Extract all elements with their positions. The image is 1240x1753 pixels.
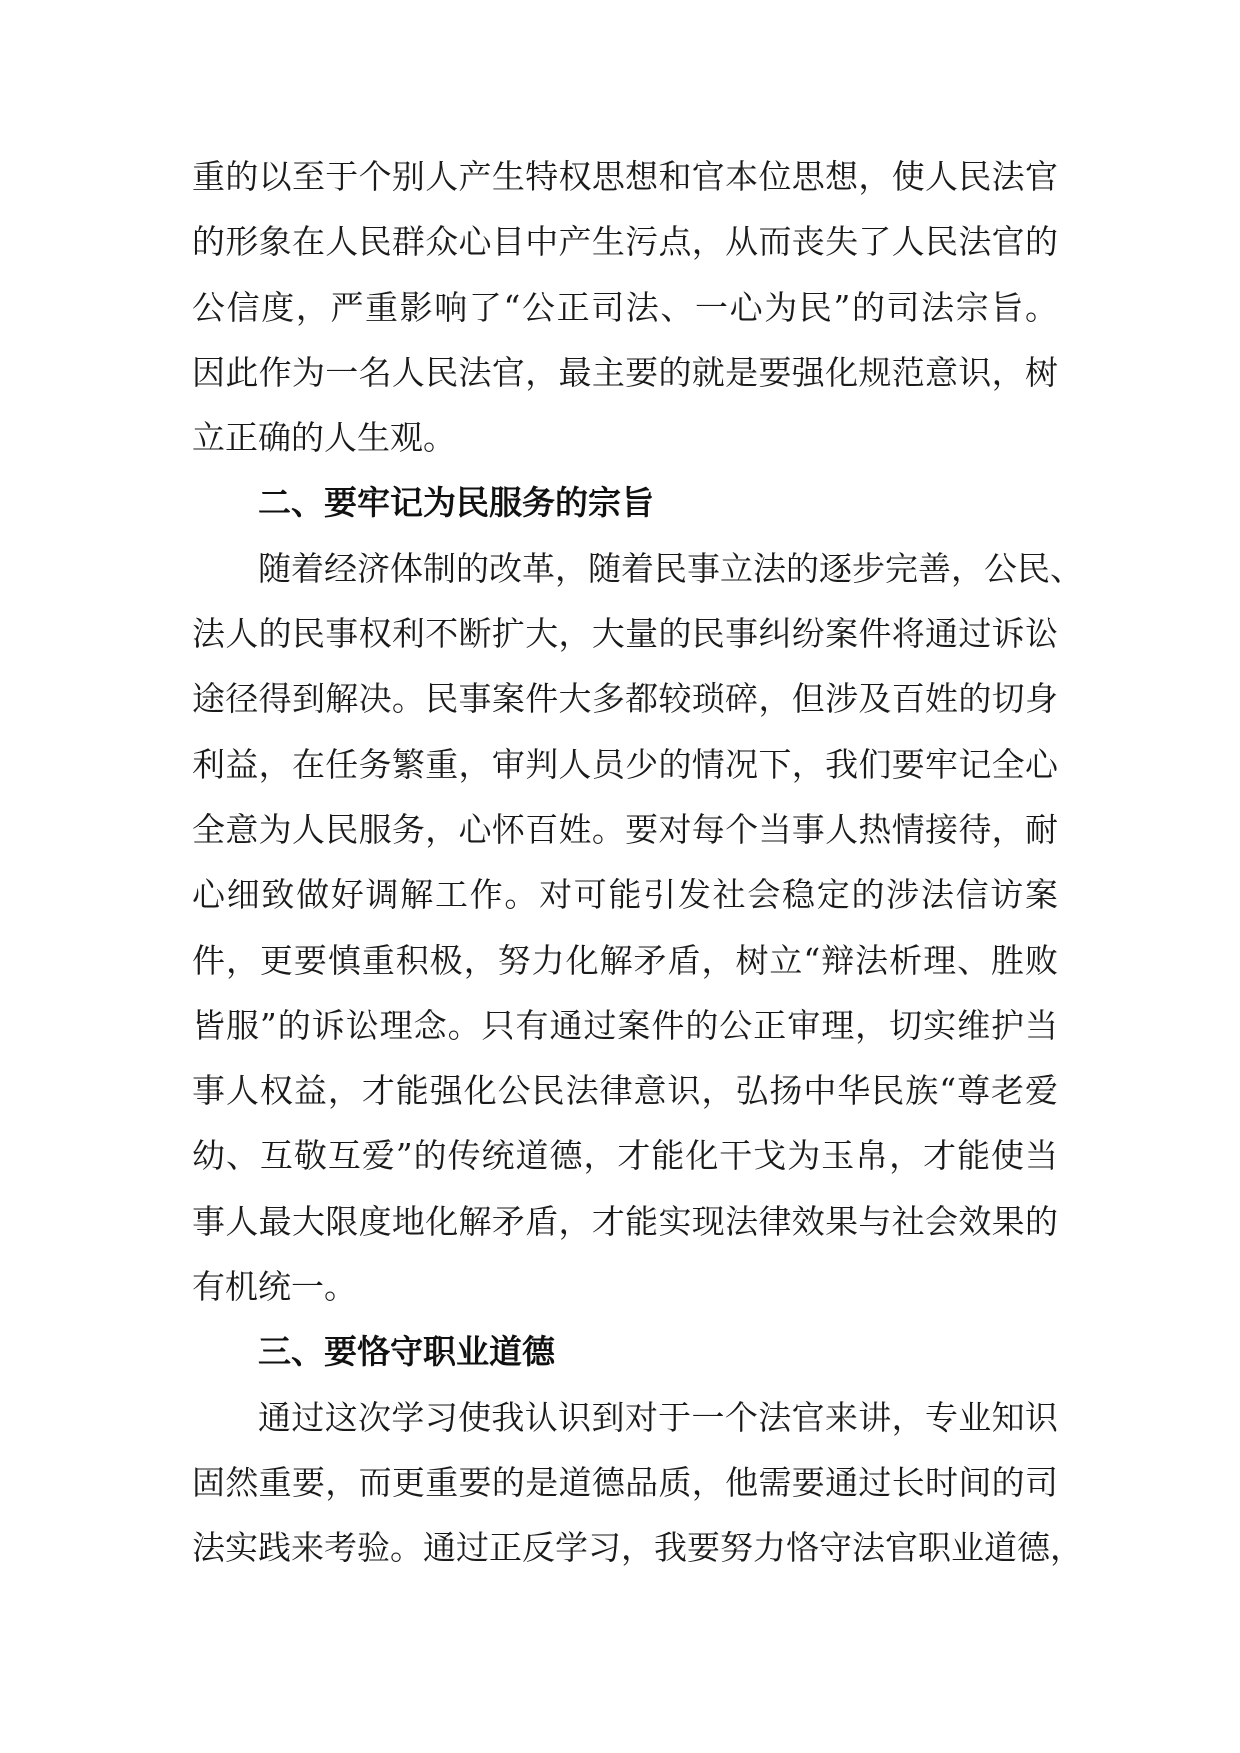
paragraph-line: 随着经济体制的改革，随着民事立法的逐步完善，公民、 [258,548,1083,588]
paragraph-line: 法实践来考验。通过正反学习，我要努力恪守法官职业道德， [192,1528,1083,1568]
paragraph-2 [192,536,1083,1320]
paragraph-line: 重的以至于个别人产生特权思想和官本位思想，使人民法官 [192,157,1058,196]
paragraph-line: 事人最大限度地化解矛盾，才能实现法律效果与社会效果的 [192,1201,1058,1241]
paragraph-3 [192,1385,1083,1581]
paragraph-line: 利益，在任务繁重，审判人员少的情况下，我们要牢记全心 [192,744,1058,784]
paragraph-line: 事人权益，才能强化公民法律意识，弘扬中华民族“尊老爱 [192,1071,1058,1111]
paragraph-1 [192,144,1058,470]
paragraph-line: 立正确的人生观。 [192,418,456,458]
document-body [192,144,1083,1581]
paragraph-line: 途径得到解决。民事案件大多都较琐碎，但涉及百姓的切身 [192,679,1058,719]
paragraph-line: 皆服”的诉讼理念。只有通过案件的公正审理，切实维护当 [192,1005,1058,1045]
paragraph-line: 因此作为一名人民法官，最主要的就是要强化规范意识，树 [192,352,1058,392]
paragraph-line: 幼、互敬互爱”的传统道德，才能化干戈为玉帛，才能使当 [192,1136,1058,1176]
paragraph-line: 公信度，严重影响了“公正司法、一心为民”的司法宗旨。 [192,287,1058,327]
paragraph-line: 有机统一。 [192,1267,357,1307]
paragraph-line: 固然重要，而更重要的是道德品质，他需要通过长时间的司 [192,1462,1058,1502]
paragraph-line: 心细致做好调解工作。对可能引发社会稳定的涉法信访案 [192,875,1058,915]
paragraph-line: 件，更要慎重积极，努力化解矛盾，树立“辩法析理、胜败 [192,940,1058,980]
paragraph-line: 通过这次学习使我认识到对于一个法官来讲，专业知识 [258,1397,1058,1437]
paragraph-line: 全意为人民服务，心怀百姓。要对每个当事人热情接待，耐 [192,809,1058,849]
section-heading-2: 二、要牢记为民服务的宗旨 [258,483,654,523]
section-heading-3: 三、要恪守职业道德 [258,1332,555,1372]
paragraph-line: 法人的民事权利不断扩大，大量的民事纠纷案件将通过诉讼 [192,614,1058,654]
paragraph-line: 的形象在人民群众心目中产生污点，从而丧失了人民法官的 [192,222,1058,262]
